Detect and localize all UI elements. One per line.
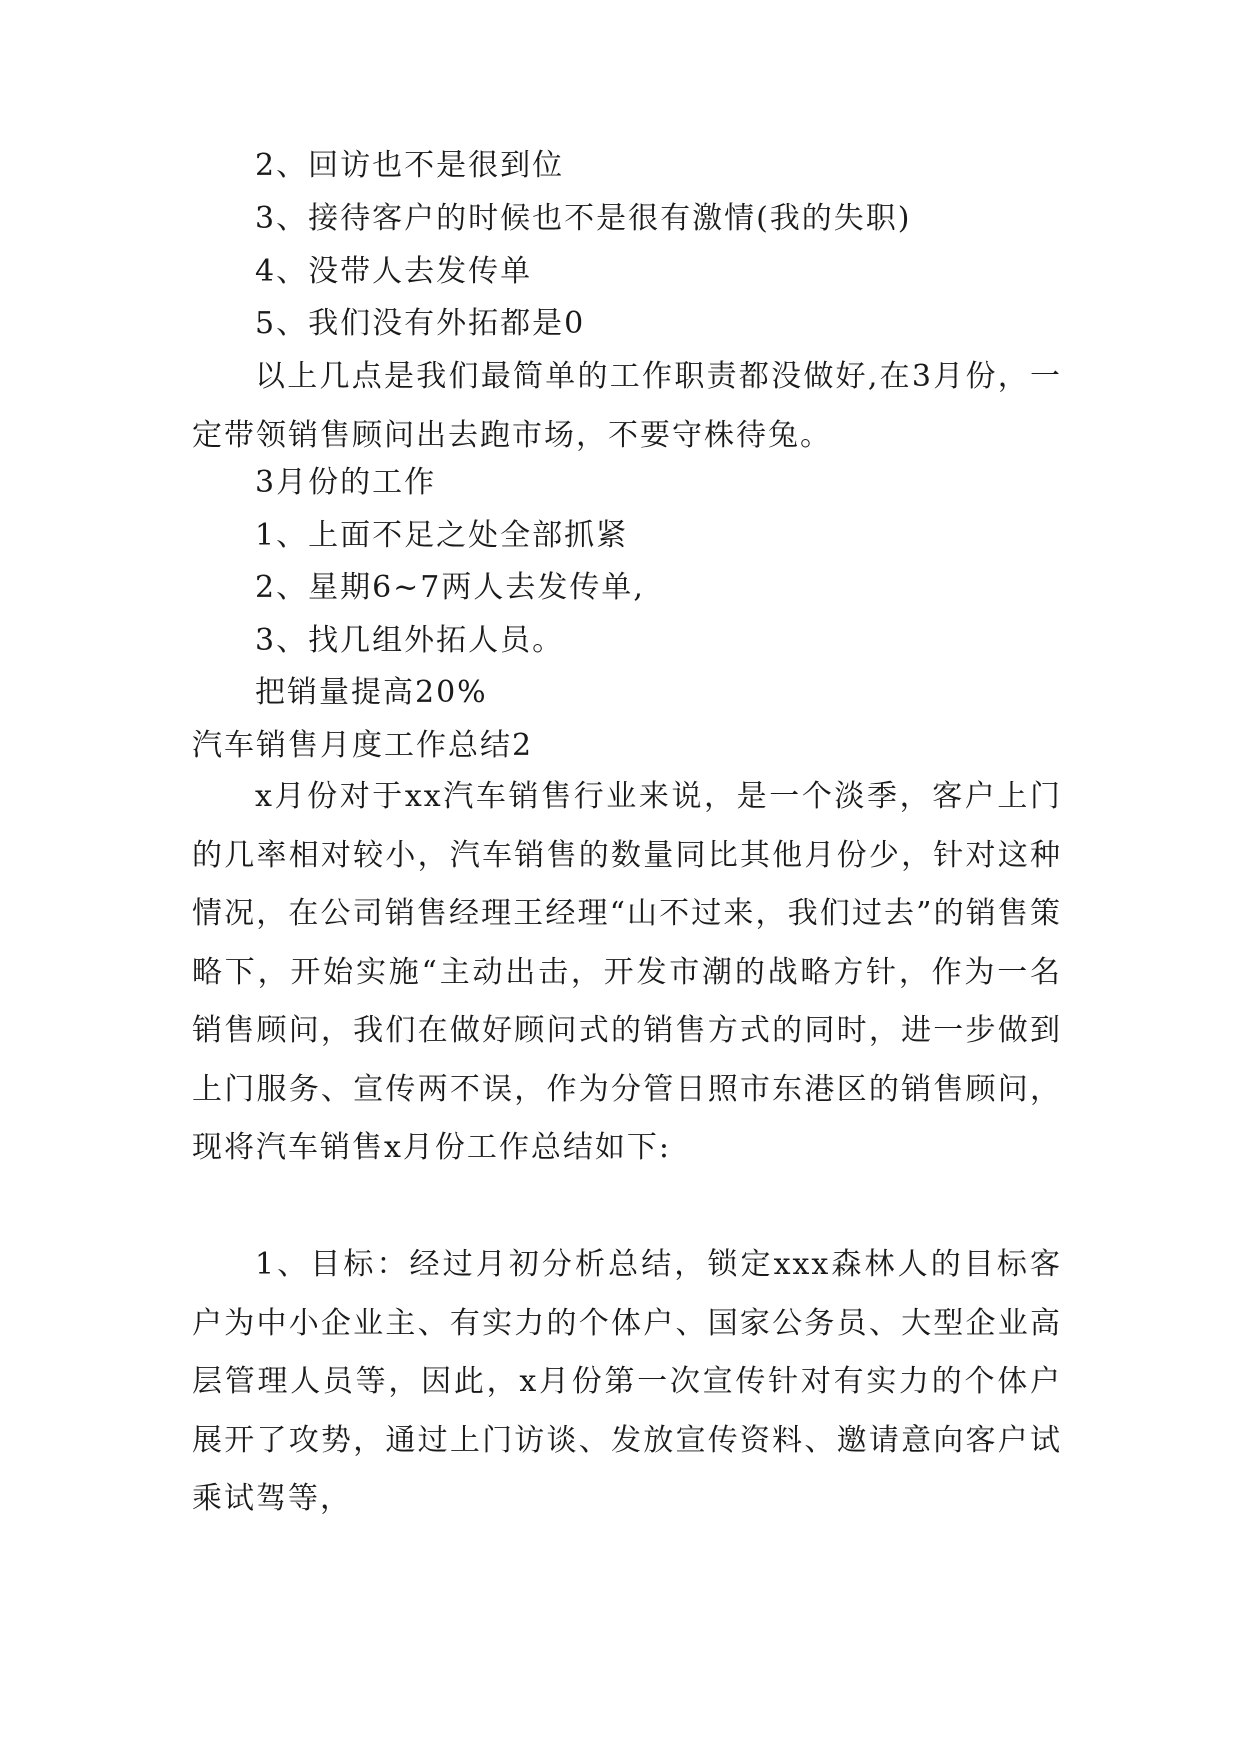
- sales-target-line: 把销量提高20%: [255, 675, 488, 710]
- march-item-2: 2、星期6~7两人去发传单,: [255, 570, 645, 605]
- section-title: 汽车销售月度工作总结2: [192, 728, 534, 763]
- list-item-reception: 3、接待客户的时候也不是很有激情(我的失职): [255, 201, 912, 236]
- list-item-return-visit: 2、回访也不是很到位: [255, 148, 565, 183]
- march-work-heading: 3月份的工作: [255, 465, 437, 500]
- intro-paragraph: x月份对于xx汽车销售行业来说，是一个淡季，客户上门的几率相对较小，汽车销售的数量同比其他月份少，针对这种情况，在公司销售经理王经理“山不过来，我们过去”的销售策略下，开始实施“主动出击，开发市潮的战略方针，作为一名销售顾问，我们在做好顾问式的销售方式的同时，进一步做到上门服务、宣传两不误，作为分管日照市东港区的销售顾问，现将汽车销售x月份工作总结如下:: [192, 779, 1062, 1165]
- list-item-outreach: 5、我们没有外拓都是0: [255, 306, 586, 341]
- goal-paragraph: 1、目标：经过月初分析总结，锁定xxx森林人的目标客户为中小企业主、有实力的个体户、国家公务员、大型企业高层管理人员等，因此，x月份第一次宣传针对有实力的个体户展开了攻势，通过上门访谈、发放宣传资料、邀请意向客户试乘试驾等，: [192, 1247, 1062, 1516]
- march-item-3: 3、找几组外拓人员。: [255, 623, 565, 658]
- march-item-1: 1、上面不足之处全部抓紧: [255, 518, 629, 553]
- summary-paragraph: 以上几点是我们最简单的工作职责都没做好,在3月份，一定带领销售顾问出去跑市场，不要守株待兔。: [192, 359, 1062, 453]
- list-item-flyers: 4、没带人去发传单: [255, 254, 533, 289]
